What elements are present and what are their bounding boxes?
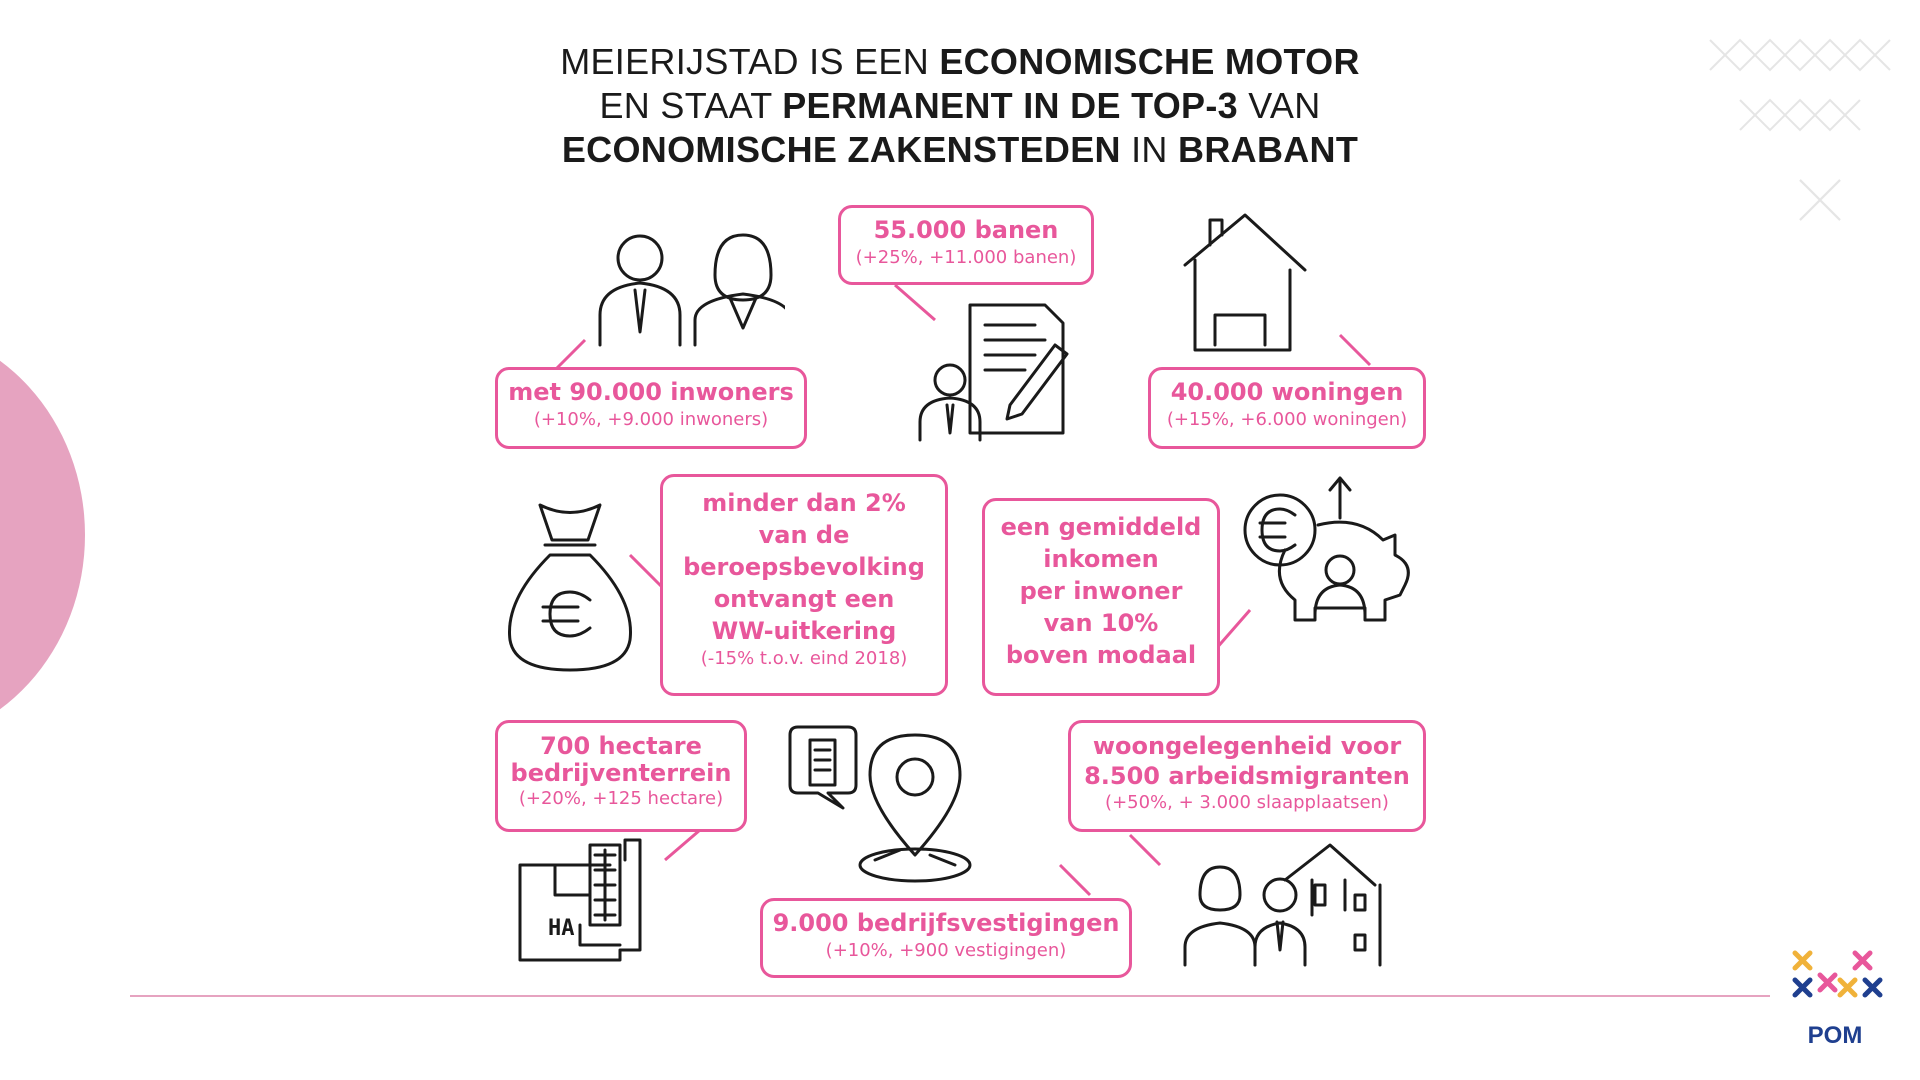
svg-text:HA: HA [548, 916, 575, 941]
stat-inkomen: een gemiddeld inkomen per inwoner van 10% boven modaal [982, 498, 1220, 696]
contract-icon [915, 295, 1095, 445]
stat-hectare: 700 hectare bedrijventerrein (+20%, +125 hectare) [495, 720, 747, 832]
footer-divider [130, 995, 1770, 997]
floorplan-icon [510, 835, 650, 970]
family-house-icon [1180, 840, 1400, 970]
pom-logo-mark [1785, 945, 1885, 1015]
page-title: MEIERIJSTAD IS EEN ECONOMISCHE MOTOR EN STAAT PERMANENT IN DE TOP-3 VAN ECONOMISCHE ZAKENSTEDEN IN BRABANT [560, 41, 1360, 170]
stat-vestigingen: 9.000 bedrijfsvestigingen (+10%, +900 vestigingen) [760, 898, 1132, 978]
stat-ww-uitkering: minder dan 2% van de beroepsbevolking ontvangt een WW-uitkering (-15% t.o.v. eind 2018) [660, 474, 948, 696]
pom-logo [1785, 945, 1885, 1050]
pom-logo-text: POM [1807, 1022, 1863, 1049]
stat-banen: 55.000 banen (+25%, +11.000 banen) [838, 205, 1094, 285]
piggy-bank-icon [1240, 470, 1420, 650]
people-icon [595, 220, 785, 350]
stat-migranten: woongelegenheid voor 8.500 arbeidsmigranten (+50%, + 3.000 slaapplaatsen) [1068, 720, 1426, 832]
stat-woningen: 40.000 woningen (+15%, +6.000 woningen) [1148, 367, 1426, 449]
stat-inwoners: met 90.000 inwoners (+10%, +9.000 inwoners) [495, 367, 807, 449]
location-pin-icon [785, 725, 985, 885]
money-bag-icon [505, 495, 635, 675]
house-icon [1180, 205, 1310, 355]
